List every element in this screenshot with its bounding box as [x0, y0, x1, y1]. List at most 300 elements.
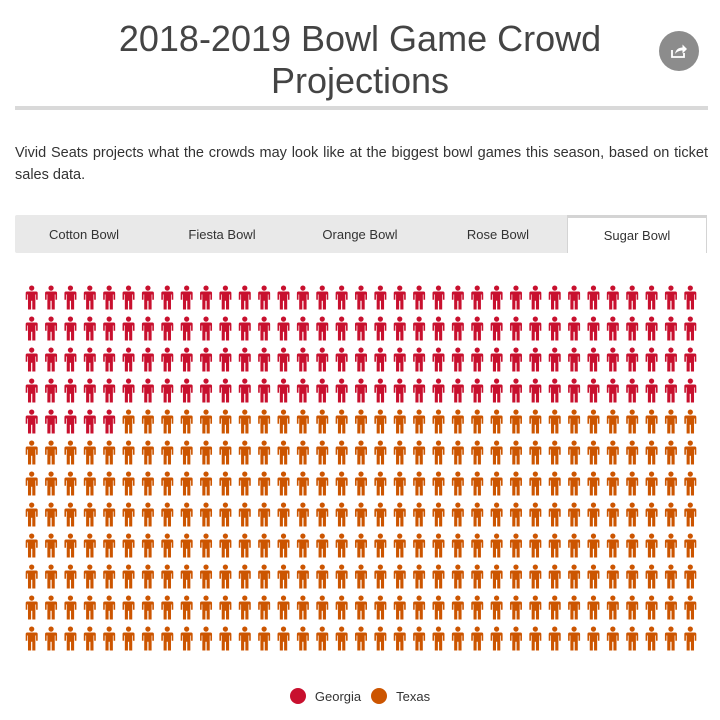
person-icon-texas [452, 410, 464, 434]
person-icon-georgia [665, 379, 677, 403]
person-icon-texas [491, 596, 503, 620]
person-icon-texas [278, 627, 290, 651]
person-icon-texas [549, 441, 561, 465]
person-icon-texas [587, 596, 599, 620]
title-line-1: 2018-2019 Bowl Game Crowd [118, 18, 602, 59]
person-icon-georgia [549, 317, 561, 341]
person-icon-texas [336, 503, 348, 527]
person-icon-texas [684, 410, 696, 434]
person-icon-texas [471, 503, 483, 527]
person-icon-texas [549, 627, 561, 651]
person-icon-texas [239, 472, 251, 496]
person-icon-texas [549, 472, 561, 496]
person-icon-texas [181, 627, 193, 651]
person-icon-texas [413, 472, 425, 496]
person-icon-texas [452, 627, 464, 651]
person-icon-texas [103, 534, 115, 558]
person-icon-georgia [452, 379, 464, 403]
person-icon-georgia [568, 286, 580, 310]
person-icon-georgia [452, 286, 464, 310]
person-icon-georgia [626, 379, 638, 403]
person-icon-georgia [103, 286, 115, 310]
person-icon-georgia [684, 286, 696, 310]
person-icon-texas [258, 410, 270, 434]
person-icon-georgia [394, 286, 406, 310]
person-icon-georgia [587, 286, 599, 310]
person-icon-texas [471, 627, 483, 651]
title-line-2: Projections [270, 60, 450, 101]
person-icon-georgia [413, 379, 425, 403]
person-icon-texas [316, 410, 328, 434]
person-icon-georgia [510, 286, 522, 310]
person-icon-texas [123, 472, 135, 496]
person-icon-texas [142, 534, 154, 558]
tab-sugar-bowl[interactable]: Sugar Bowl [567, 215, 707, 253]
person-icon-texas [432, 565, 444, 589]
person-icon-texas [529, 410, 541, 434]
person-icon-texas [123, 441, 135, 465]
person-icon-texas [587, 565, 599, 589]
person-icon-texas [491, 565, 503, 589]
person-icon-texas [665, 596, 677, 620]
person-icon-texas [471, 565, 483, 589]
person-icon-texas [646, 441, 658, 465]
person-icon-texas [568, 596, 580, 620]
person-icon-georgia [355, 286, 367, 310]
person-icon-texas [491, 534, 503, 558]
legend-label-georgia: Georgia [314, 688, 362, 704]
person-icon-texas [394, 596, 406, 620]
person-icon-texas [394, 410, 406, 434]
person-icon-texas [316, 627, 328, 651]
person-icon-texas [181, 410, 193, 434]
person-icon-texas [568, 627, 580, 651]
person-icon-texas [510, 627, 522, 651]
person-icon-texas [452, 503, 464, 527]
person-icon-texas [413, 503, 425, 527]
person-icon-texas [355, 534, 367, 558]
person-icon-texas [84, 565, 96, 589]
person-icon-texas [549, 565, 561, 589]
person-icon-texas [142, 410, 154, 434]
person-icon-texas [510, 472, 522, 496]
person-icon-texas [665, 441, 677, 465]
person-icon-georgia [646, 348, 658, 372]
person-icon-georgia [258, 379, 270, 403]
person-icon-georgia [45, 348, 57, 372]
person-icon-texas [84, 441, 96, 465]
person-icon-texas [26, 472, 38, 496]
person-icon-georgia [510, 379, 522, 403]
person-icon-texas [336, 441, 348, 465]
person-icon-texas [471, 596, 483, 620]
person-icon-texas [432, 596, 444, 620]
person-icon-texas [161, 410, 173, 434]
person-icon-texas [587, 472, 599, 496]
person-icon-texas [258, 565, 270, 589]
person-icon-texas [626, 503, 638, 527]
person-icon-texas [568, 441, 580, 465]
person-icon-texas [510, 596, 522, 620]
person-icon-texas [336, 534, 348, 558]
person-icon-texas [394, 472, 406, 496]
person-icon-texas [607, 534, 619, 558]
person-icon-georgia [355, 348, 367, 372]
person-icon-texas [239, 596, 251, 620]
person-icon-texas [103, 565, 115, 589]
tab-orange-bowl[interactable]: Orange Bowl [322, 226, 398, 242]
person-icon-texas [394, 441, 406, 465]
person-icon-georgia [181, 286, 193, 310]
person-icon-georgia [665, 348, 677, 372]
person-icon-georgia [355, 379, 367, 403]
person-icon-texas [510, 565, 522, 589]
person-icon-texas [258, 596, 270, 620]
person-icon-texas [258, 627, 270, 651]
person-icon-georgia [103, 348, 115, 372]
person-icon-texas [84, 472, 96, 496]
person-icon-texas [123, 534, 135, 558]
person-icon-georgia [607, 317, 619, 341]
person-icon-georgia [200, 348, 212, 372]
person-icon-georgia [432, 348, 444, 372]
share-icon [670, 43, 688, 59]
person-icon-texas [607, 472, 619, 496]
person-icon-texas [607, 627, 619, 651]
person-icon-texas [413, 596, 425, 620]
person-icon-texas [297, 441, 309, 465]
person-icon-texas [142, 565, 154, 589]
person-icon-texas [549, 503, 561, 527]
person-icon-georgia [491, 286, 503, 310]
tab-cotton-bowl[interactable]: Cotton Bowl [48, 226, 120, 242]
person-icon-texas [161, 596, 173, 620]
person-icon-texas [161, 565, 173, 589]
person-icon-texas [123, 503, 135, 527]
person-icon-texas [103, 596, 115, 620]
person-icon-texas [607, 565, 619, 589]
person-icon-texas [278, 441, 290, 465]
person-icon-texas [665, 410, 677, 434]
person-icon-texas [297, 534, 309, 558]
person-icon-georgia [646, 379, 658, 403]
person-icon-georgia [413, 348, 425, 372]
person-icon-georgia [607, 286, 619, 310]
person-icon-texas [278, 410, 290, 434]
person-icon-georgia [161, 286, 173, 310]
person-icon-georgia [549, 286, 561, 310]
person-icon-texas [452, 534, 464, 558]
person-icon-georgia [568, 379, 580, 403]
person-icon-georgia [239, 286, 251, 310]
person-icon-georgia [258, 348, 270, 372]
person-icon-texas [452, 596, 464, 620]
person-icon-texas [568, 503, 580, 527]
person-icon-georgia [84, 348, 96, 372]
person-icon-georgia [258, 317, 270, 341]
person-icon-georgia [394, 348, 406, 372]
person-icon-texas [355, 410, 367, 434]
person-icon-texas [142, 596, 154, 620]
person-icon-georgia [646, 286, 658, 310]
person-icon-texas [26, 565, 38, 589]
person-icon-texas [568, 472, 580, 496]
person-icon-texas [84, 503, 96, 527]
person-icon-georgia [142, 286, 154, 310]
person-icon-texas [297, 565, 309, 589]
person-icon-texas [64, 627, 76, 651]
person-icon-texas [587, 534, 599, 558]
person-icon-texas [665, 565, 677, 589]
person-icon-texas [239, 503, 251, 527]
person-icon-texas [452, 441, 464, 465]
person-icon-texas [665, 503, 677, 527]
person-icon-texas [374, 565, 386, 589]
person-icon-texas [181, 503, 193, 527]
person-icon-texas [258, 472, 270, 496]
page-title [0, 18, 720, 102]
person-icon-texas [200, 410, 212, 434]
person-icon-texas [355, 441, 367, 465]
tab-rose-bowl[interactable]: Rose Bowl [466, 226, 530, 242]
person-icon-georgia [103, 410, 115, 434]
person-icon-georgia [123, 286, 135, 310]
person-icon-texas [587, 410, 599, 434]
person-icon-georgia [219, 286, 231, 310]
person-icon-texas [568, 565, 580, 589]
person-icon-texas [684, 565, 696, 589]
person-icon-texas [413, 410, 425, 434]
person-icon-texas [103, 441, 115, 465]
person-icon-georgia [491, 379, 503, 403]
person-icon-georgia [413, 286, 425, 310]
person-icon-texas [587, 503, 599, 527]
person-icon-texas [355, 627, 367, 651]
person-icon-georgia [491, 348, 503, 372]
person-icon-texas [491, 627, 503, 651]
person-icon-texas [607, 596, 619, 620]
person-icon-texas [181, 441, 193, 465]
person-icon-texas [297, 627, 309, 651]
person-icon-texas [181, 565, 193, 589]
person-icon-texas [161, 472, 173, 496]
person-icon-georgia [181, 317, 193, 341]
person-icon-georgia [471, 379, 483, 403]
person-icon-georgia [45, 379, 57, 403]
person-icon-georgia [432, 379, 444, 403]
person-icon-texas [26, 627, 38, 651]
header-divider [15, 106, 708, 110]
person-icon-texas [45, 534, 57, 558]
person-icon-georgia [626, 286, 638, 310]
person-icon-texas [374, 596, 386, 620]
legend-swatch-texas [371, 688, 387, 704]
person-icon-texas [45, 472, 57, 496]
person-icon-georgia [123, 379, 135, 403]
person-icon-georgia [84, 410, 96, 434]
person-icon-georgia [239, 379, 251, 403]
person-icon-texas [355, 596, 367, 620]
person-icon-georgia [316, 317, 328, 341]
person-icon-texas [413, 565, 425, 589]
person-icon-georgia [587, 317, 599, 341]
person-icon-texas [219, 472, 231, 496]
person-icon-texas [607, 441, 619, 465]
person-icon-texas [219, 410, 231, 434]
person-icon-texas [142, 503, 154, 527]
person-icon-georgia [161, 317, 173, 341]
person-icon-texas [684, 472, 696, 496]
legend-item-texas[interactable] [371, 688, 430, 704]
person-icon-texas [26, 534, 38, 558]
description: Vivid Seats projects what the crowds may look like at the biggest bowl games this season, based on ticket sales data. [15, 145, 708, 183]
person-icon-texas [64, 534, 76, 558]
bowl-tabs [15, 215, 707, 253]
person-icon-texas [355, 503, 367, 527]
person-icon-georgia [84, 286, 96, 310]
person-icon-texas [684, 441, 696, 465]
person-icon-georgia [26, 379, 38, 403]
person-icon-texas [239, 627, 251, 651]
person-icon-texas [432, 627, 444, 651]
person-icon-texas [432, 441, 444, 465]
person-icon-texas [161, 441, 173, 465]
person-icon-texas [510, 534, 522, 558]
person-icon-texas [510, 441, 522, 465]
person-icon-texas [278, 472, 290, 496]
person-icon-georgia [355, 317, 367, 341]
person-icon-texas [665, 472, 677, 496]
person-icon-texas [529, 534, 541, 558]
person-icon-texas [626, 534, 638, 558]
person-icon-texas [471, 534, 483, 558]
person-icon-georgia [549, 379, 561, 403]
person-icon-texas [646, 627, 658, 651]
legend-swatch-georgia [290, 688, 306, 704]
person-icon-georgia [316, 348, 328, 372]
person-icon-georgia [684, 317, 696, 341]
person-icon-texas [103, 627, 115, 651]
person-icon-georgia [258, 286, 270, 310]
person-icon-texas [258, 503, 270, 527]
person-icon-texas [26, 596, 38, 620]
person-icon-georgia [84, 317, 96, 341]
person-icon-georgia [219, 317, 231, 341]
person-icon-texas [491, 410, 503, 434]
person-icon-georgia [568, 348, 580, 372]
person-icon-texas [142, 441, 154, 465]
legend-item-georgia[interactable] [290, 688, 361, 704]
person-icon-texas [549, 534, 561, 558]
person-icon-texas [161, 503, 173, 527]
person-icon-texas [374, 503, 386, 527]
person-icon-texas [374, 410, 386, 434]
person-icon-georgia [142, 379, 154, 403]
person-icon-texas [297, 503, 309, 527]
person-icon-texas [84, 596, 96, 620]
person-icon-texas [316, 596, 328, 620]
person-icon-texas [510, 410, 522, 434]
person-icon-texas [219, 565, 231, 589]
person-icon-texas [374, 627, 386, 651]
person-icon-georgia [336, 317, 348, 341]
person-icon-texas [45, 503, 57, 527]
person-icon-texas [432, 472, 444, 496]
person-icon-georgia [432, 317, 444, 341]
person-icon-georgia [219, 379, 231, 403]
person-icon-georgia [568, 317, 580, 341]
person-icon-texas [161, 627, 173, 651]
person-icon-texas [64, 472, 76, 496]
person-icon-georgia [64, 286, 76, 310]
person-icon-texas [626, 410, 638, 434]
legend [0, 688, 720, 704]
person-icon-texas [626, 565, 638, 589]
person-icon-texas [278, 565, 290, 589]
person-icon-georgia [297, 348, 309, 372]
person-icon-texas [646, 472, 658, 496]
person-icon-texas [239, 410, 251, 434]
person-icon-texas [684, 596, 696, 620]
person-icon-georgia [239, 348, 251, 372]
person-icon-texas [471, 472, 483, 496]
person-icon-texas [646, 565, 658, 589]
person-icon-georgia [549, 348, 561, 372]
person-icon-georgia [161, 379, 173, 403]
person-icon-texas [84, 627, 96, 651]
person-icon-texas [684, 627, 696, 651]
person-icon-georgia [665, 286, 677, 310]
person-icon-georgia [181, 348, 193, 372]
person-icon-georgia [181, 379, 193, 403]
person-icon-georgia [142, 317, 154, 341]
person-icon-texas [684, 534, 696, 558]
person-icon-texas [374, 472, 386, 496]
person-icon-georgia [26, 410, 38, 434]
person-icon-georgia [665, 317, 677, 341]
person-icon-texas [549, 410, 561, 434]
person-icon-georgia [336, 379, 348, 403]
person-icon-georgia [646, 317, 658, 341]
person-icon-texas [316, 472, 328, 496]
person-icon-texas [452, 565, 464, 589]
person-icon-georgia [374, 286, 386, 310]
crowd-pictograph [22, 282, 700, 654]
person-icon-texas [64, 441, 76, 465]
person-icon-texas [219, 441, 231, 465]
person-icon-georgia [200, 317, 212, 341]
person-icon-texas [239, 441, 251, 465]
tab-fiesta-bowl[interactable]: Fiesta Bowl [188, 226, 256, 242]
person-icon-texas [45, 627, 57, 651]
person-icon-texas [355, 565, 367, 589]
person-icon-georgia [278, 286, 290, 310]
person-icon-texas [219, 534, 231, 558]
person-icon-georgia [64, 379, 76, 403]
person-icon-georgia [297, 286, 309, 310]
person-icon-texas [84, 534, 96, 558]
person-icon-georgia [626, 348, 638, 372]
person-icon-texas [316, 503, 328, 527]
person-icon-texas [529, 627, 541, 651]
person-icon-texas [336, 596, 348, 620]
person-icon-texas [142, 472, 154, 496]
person-icon-georgia [239, 317, 251, 341]
person-icon-texas [64, 565, 76, 589]
person-icon-texas [529, 503, 541, 527]
person-icon-texas [297, 472, 309, 496]
share-button[interactable] [659, 31, 699, 71]
